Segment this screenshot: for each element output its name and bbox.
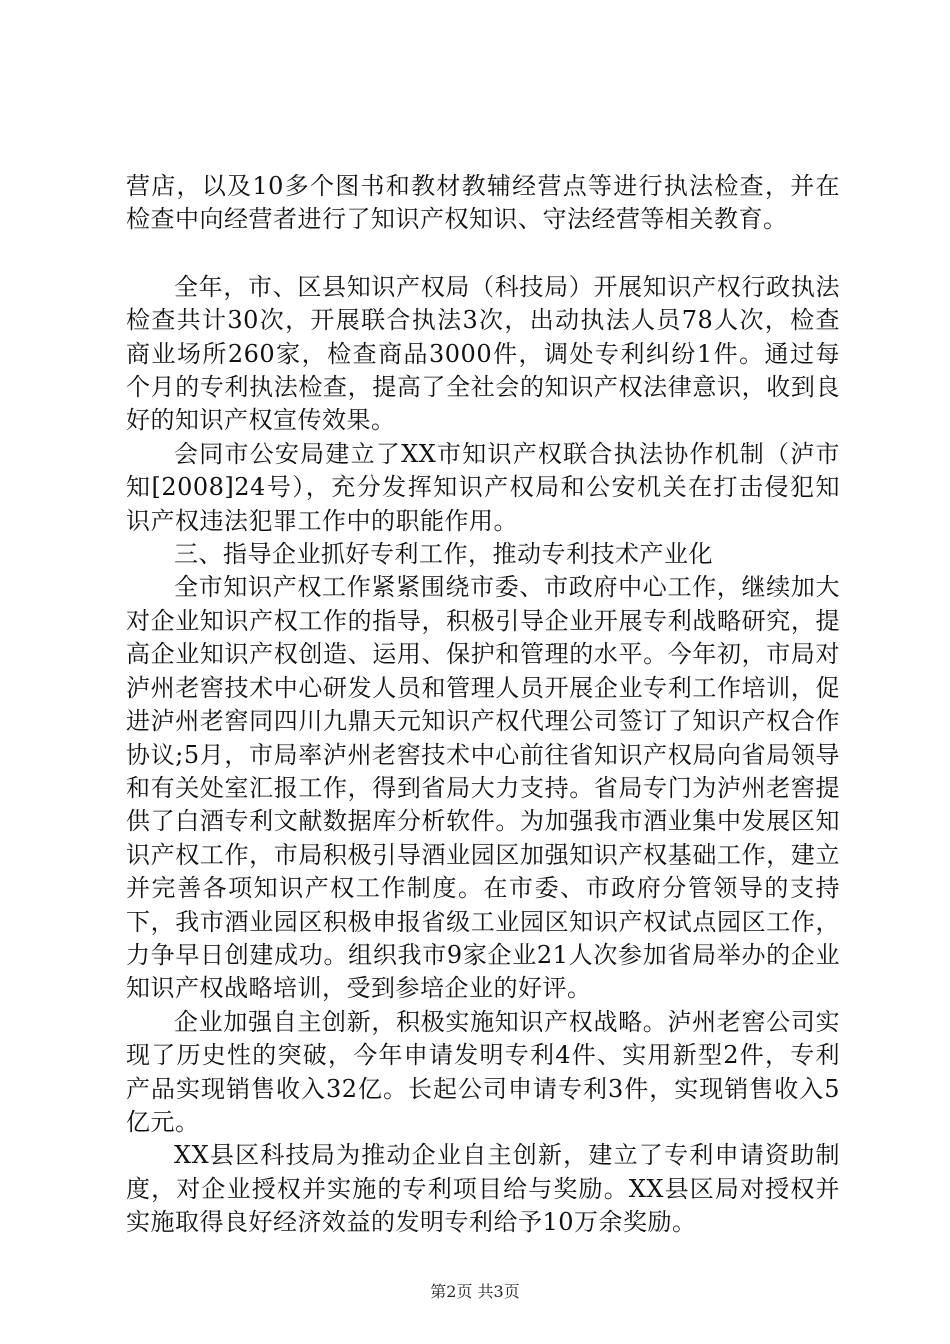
paragraph-enforcement-stats: 全年，市、区县知识产权局（科技局）开展知识产权行政执法检查共计30次，开展联合执法3次，出动执法人员78人次，检查商业场所260家，检查商品3000件，调处专利纠纷1件。通过每个月的专利执法检查，提高了全社会的知识产权法律意识，收到良好的知识产权宣传效果。	[126, 272, 840, 435]
section-heading: 三、指导企业抓好专利工作，推动专利技术产业化	[174, 540, 713, 569]
paragraph-innovation: 企业加强自主创新，积极实施知识产权战略。泸州老窖公司实现了历史性的突破，今年申请发明专利4件、实用新型2件，专利产品实现销售收入32亿。长起公司申请专利3件，实现销售收入5亿元。	[126, 1007, 840, 1136]
page-number-footer: 第2页 共3页	[430, 1282, 520, 1301]
paragraph-joint-enforcement: 会同市公安局建立了XX市知识产权联合执法协作机制（泸市知[2008]24号），充分发挥知识产权局和公安机关在打击侵犯知识产权违法犯罪工作中的职能作用。	[126, 439, 840, 535]
paragraph-continuation: 营店，以及10多个图书和教材教辅经营点等进行执法检查，并在检查中向经营者进行了知识产权知识、守法经营等相关教育。	[126, 172, 840, 234]
document-body	[126, 170, 840, 1240]
paragraph-enterprise-guidance: 全市知识产权工作紧紧围绕市委、市政府中心工作，继续加大对企业知识产权工作的指导，积极引导企业开展专利战略研究，提高企业知识产权创造、运用、保护和管理的水平。今年初，市局对泸州老窖技术中心研发人员和管理人员开展企业专利工作培训，促进泸州老窖同四川九鼎天元知识产权代理公司签订了知识产权合作协议;5月，市局率泸州老窖技术中心前往省知识产权局向省局领导和有关处室汇报工作，得到省局大力支持。省局专门为泸州老窖提供了白酒专利文献数据库分析软件。为加强我市酒业集中发展区知识产权工作，市局积极引导酒业园区加强知识产权基础工作，建立并完善各项知识产权工作制度。在市委、市政府分管领导的支持下，我市酒业园区积极申报省级工业园区知识产权试点园区工作，力争早日创建成功。组织我市9家企业21人次参加省局举办的企业知识产权战略培训，受到参培企业的好评。	[126, 573, 840, 1003]
paragraph-county-subsidy: XX县区科技局为推动企业自主创新，建立了专利申请资助制度，对企业授权并实施的专利项目给与奖励。XX县区局对授权并实施取得良好经济效益的发明专利给予10万余奖励。	[126, 1141, 840, 1237]
